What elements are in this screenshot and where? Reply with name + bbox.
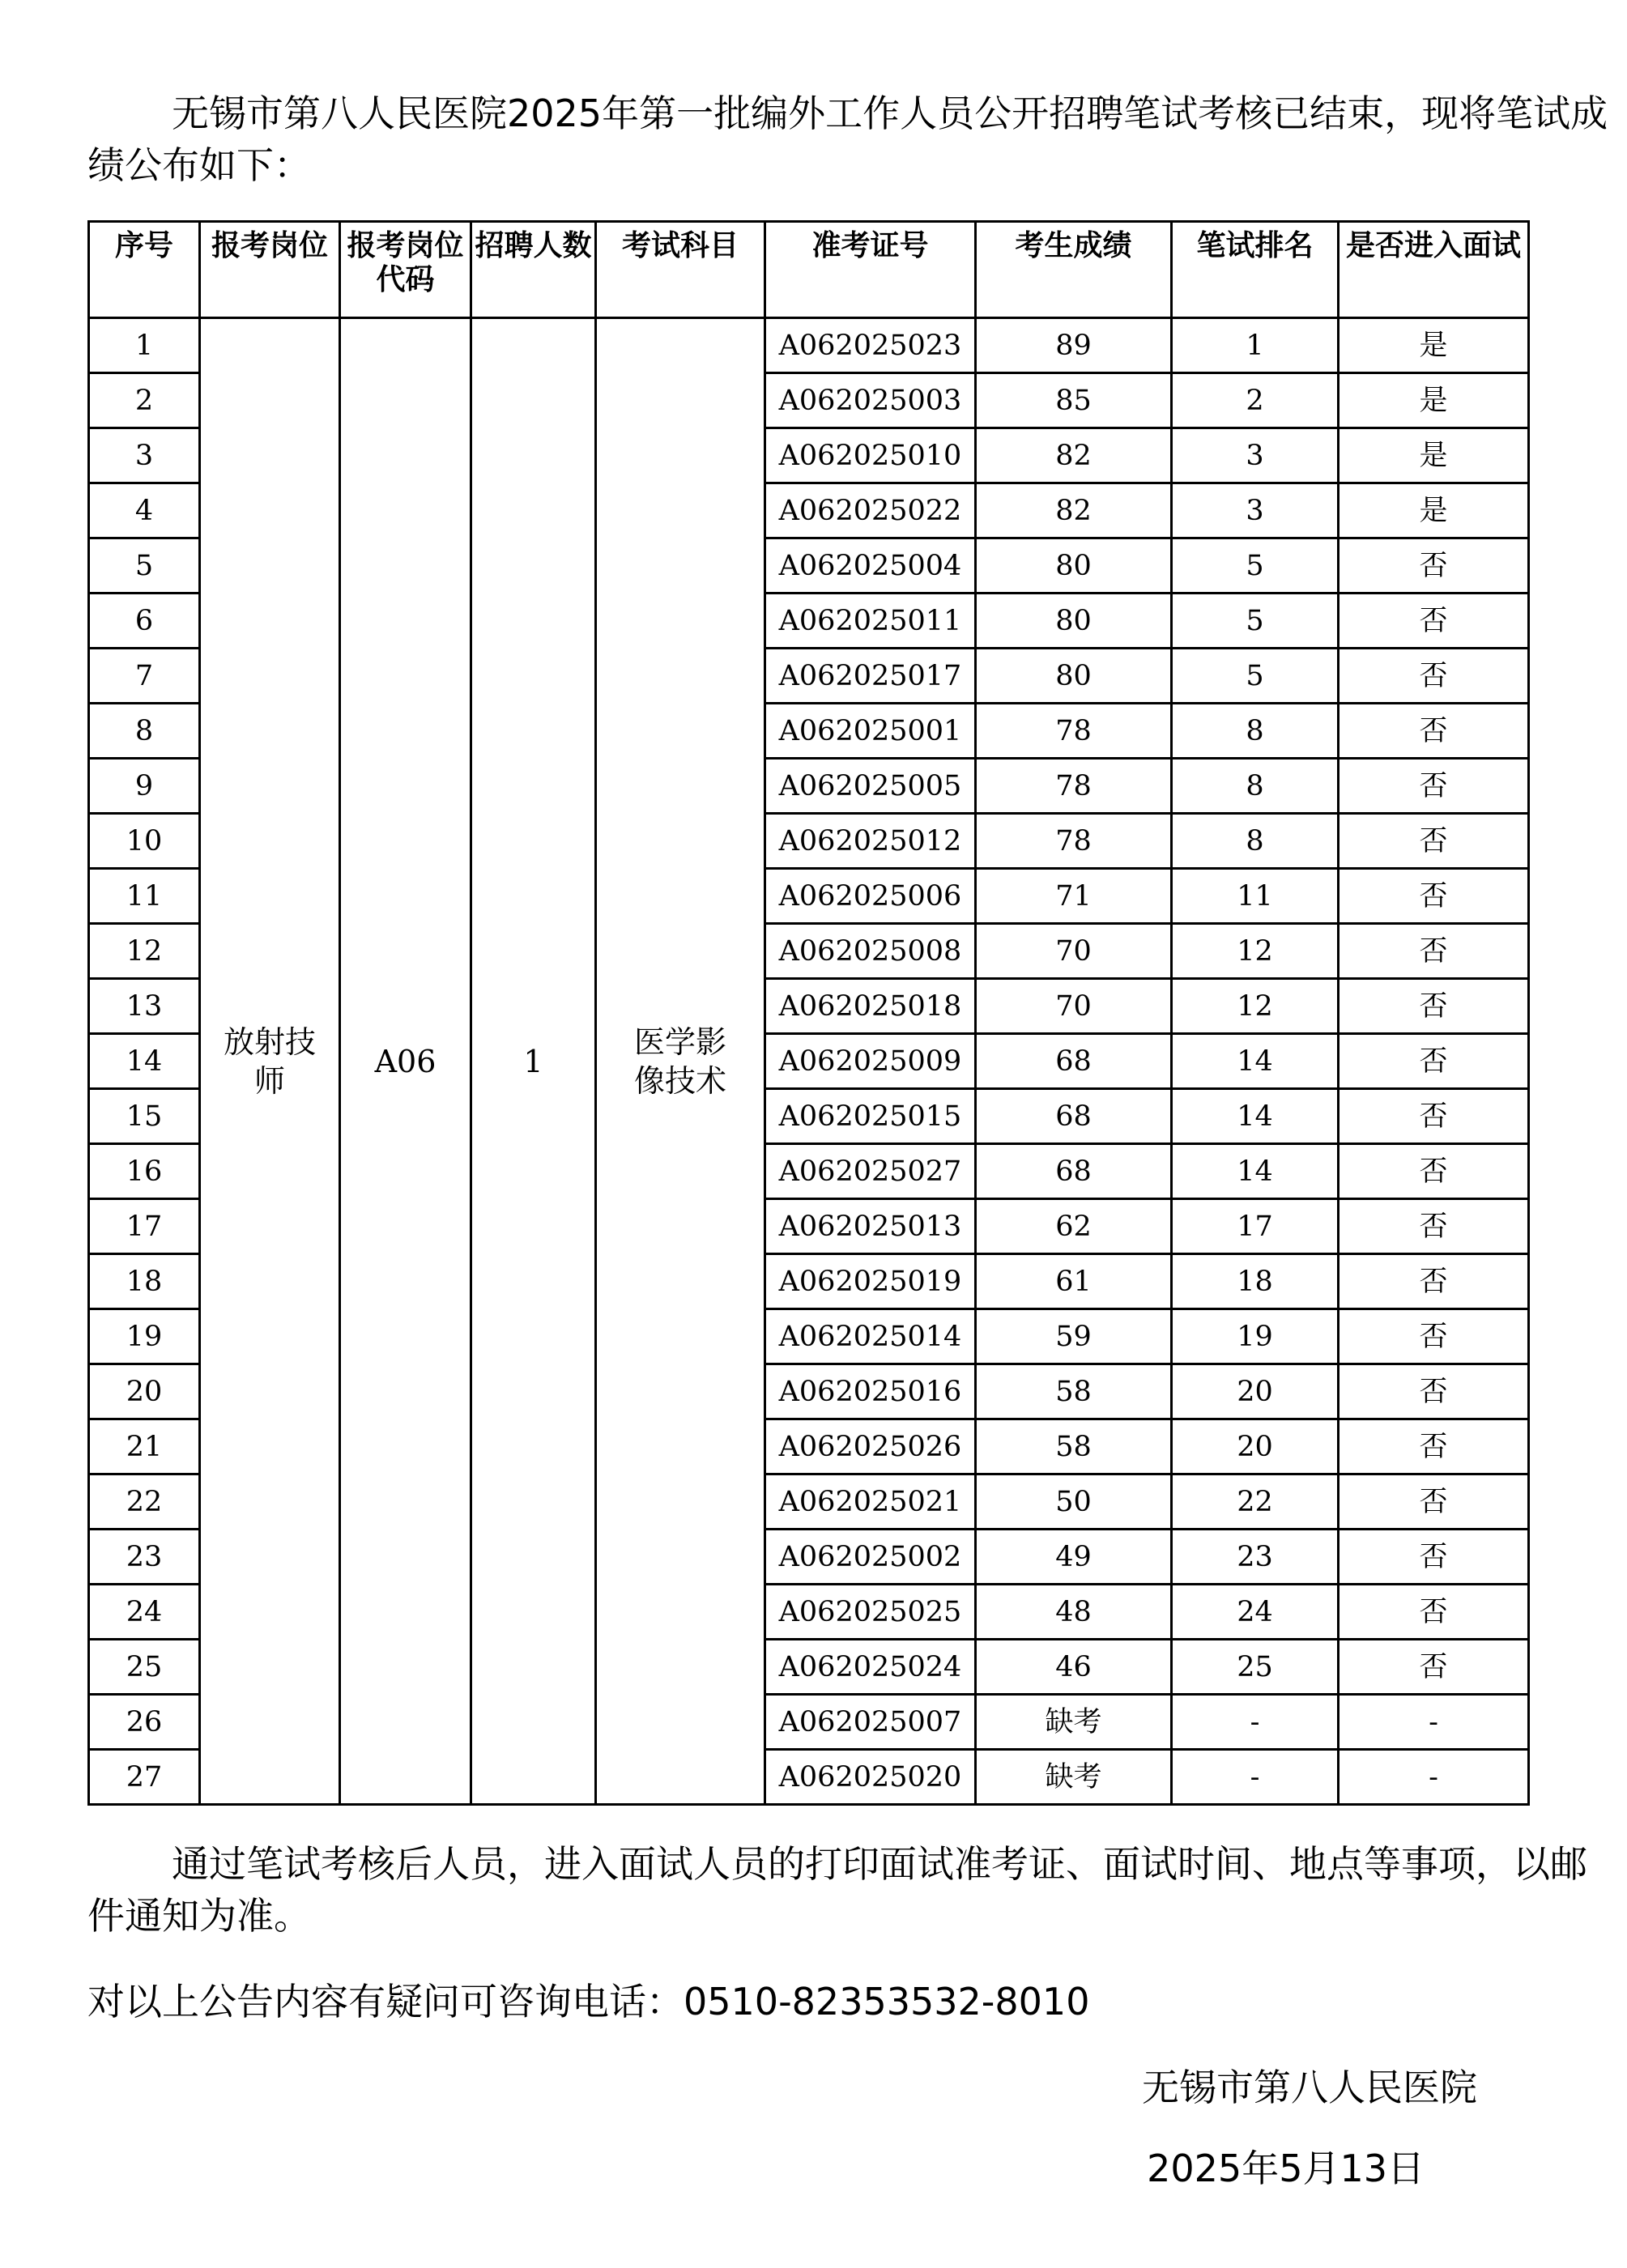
cell-rank: 22 xyxy=(1172,1474,1339,1530)
cell-interview: 是 xyxy=(1339,373,1529,428)
cell-score: 78 xyxy=(976,704,1172,759)
cell-ticket: A062025002 xyxy=(765,1530,976,1585)
cell-score: 70 xyxy=(976,924,1172,979)
cell-interview: 否 xyxy=(1339,649,1529,704)
cell-score: 48 xyxy=(976,1585,1172,1640)
cell-score: 78 xyxy=(976,814,1172,869)
cell-rank: 1 xyxy=(1172,318,1339,373)
cell-interview: 否 xyxy=(1339,869,1529,924)
cell-ticket: A062025011 xyxy=(765,594,976,649)
cell-score: 缺考 xyxy=(976,1750,1172,1805)
header-post-code: 报考岗位代码 xyxy=(340,222,471,318)
cell-rank: 5 xyxy=(1172,538,1339,594)
cell-interview: 否 xyxy=(1339,1640,1529,1695)
cell-score: 61 xyxy=(976,1254,1172,1309)
cell-seq: 14 xyxy=(89,1034,200,1089)
cell-score: 46 xyxy=(976,1640,1172,1695)
intro-paragraph: 无锡市第八人民医院2025年第一批编外工作人员公开招聘笔试考核已结束，现将笔试成绩公布如下： xyxy=(87,91,1608,187)
cell-rank: 3 xyxy=(1172,483,1339,538)
cell-ticket: A062025026 xyxy=(765,1419,976,1474)
cell-seq: 6 xyxy=(89,594,200,649)
cell-seq: 19 xyxy=(89,1309,200,1364)
cell-seq: 2 xyxy=(89,373,200,428)
cell-seq: 9 xyxy=(89,759,200,814)
cell-seq: 22 xyxy=(89,1474,200,1530)
organization-signature: 无锡市第八人民医院 xyxy=(1142,2066,1477,2109)
header-subject: 考试科目 xyxy=(596,222,765,318)
header-post: 报考岗位 xyxy=(200,222,340,318)
cell-seq: 16 xyxy=(89,1144,200,1199)
cell-seq: 18 xyxy=(89,1254,200,1309)
cell-seq: 15 xyxy=(89,1089,200,1144)
cell-seq: 5 xyxy=(89,538,200,594)
cell-seq: 8 xyxy=(89,704,200,759)
cell-ticket: A062025008 xyxy=(765,924,976,979)
cell-ticket: A062025007 xyxy=(765,1695,976,1750)
cell-interview: 否 xyxy=(1339,1530,1529,1585)
cell-score: 89 xyxy=(976,318,1172,373)
cell-interview: 否 xyxy=(1339,1034,1529,1089)
cell-score: 58 xyxy=(976,1419,1172,1474)
cell-seq: 23 xyxy=(89,1530,200,1585)
cell-ticket: A062025004 xyxy=(765,538,976,594)
cell-ticket: A062025006 xyxy=(765,869,976,924)
cell-score: 62 xyxy=(976,1199,1172,1254)
cell-ticket: A062025003 xyxy=(765,373,976,428)
cell-interview: 否 xyxy=(1339,704,1529,759)
cell-interview: 否 xyxy=(1339,979,1529,1034)
contact-line: 对以上公告内容有疑问可咨询电话：0510-82353532-8010 xyxy=(87,1980,1090,2023)
cell-interview: 否 xyxy=(1339,538,1529,594)
cell-ticket: A062025012 xyxy=(765,814,976,869)
cell-interview: 否 xyxy=(1339,594,1529,649)
header-rank: 笔试排名 xyxy=(1172,222,1339,318)
cell-rank: 11 xyxy=(1172,869,1339,924)
cell-rank: 5 xyxy=(1172,594,1339,649)
cell-score: 80 xyxy=(976,594,1172,649)
cell-rank: 19 xyxy=(1172,1309,1339,1364)
cell-interview: 否 xyxy=(1339,1364,1529,1419)
cell-interview: 否 xyxy=(1339,1144,1529,1199)
cell-post: 放射技师 xyxy=(200,318,340,1805)
cell-interview: 否 xyxy=(1339,1474,1529,1530)
outro-paragraph: 通过笔试考核后人员，进入面试人员的打印面试准考证、面试时间、地点等事项，以邮件通知为准。 xyxy=(87,1842,1587,1938)
cell-rank: 2 xyxy=(1172,373,1339,428)
cell-score: 68 xyxy=(976,1144,1172,1199)
cell-seq: 17 xyxy=(89,1199,200,1254)
cell-ticket: A062025017 xyxy=(765,649,976,704)
cell-interview: 是 xyxy=(1339,483,1529,538)
cell-score: 82 xyxy=(976,428,1172,483)
cell-ticket: A062025024 xyxy=(765,1640,976,1695)
cell-rank: 8 xyxy=(1172,704,1339,759)
cell-rank: 17 xyxy=(1172,1199,1339,1254)
cell-rank: 14 xyxy=(1172,1144,1339,1199)
cell-rank: 14 xyxy=(1172,1089,1339,1144)
scores-table xyxy=(87,220,1530,1806)
cell-ticket: A062025018 xyxy=(765,979,976,1034)
header-score: 考生成绩 xyxy=(976,222,1172,318)
table-header-row xyxy=(89,222,1529,318)
table-row xyxy=(89,318,1529,373)
cell-interview: 否 xyxy=(1339,759,1529,814)
cell-rank: - xyxy=(1172,1750,1339,1805)
cell-rank: 14 xyxy=(1172,1034,1339,1089)
cell-interview: 否 xyxy=(1339,1199,1529,1254)
cell-seq: 3 xyxy=(89,428,200,483)
cell-interview: 否 xyxy=(1339,1254,1529,1309)
cell-rank: 25 xyxy=(1172,1640,1339,1695)
cell-rank: 5 xyxy=(1172,649,1339,704)
cell-score: 70 xyxy=(976,979,1172,1034)
cell-seq: 10 xyxy=(89,814,200,869)
cell-score: 缺考 xyxy=(976,1695,1172,1750)
cell-interview: 否 xyxy=(1339,1089,1529,1144)
cell-seq: 25 xyxy=(89,1640,200,1695)
cell-interview: 否 xyxy=(1339,1585,1529,1640)
cell-score: 78 xyxy=(976,759,1172,814)
cell-ticket: A062025027 xyxy=(765,1144,976,1199)
cell-rank: 8 xyxy=(1172,759,1339,814)
cell-seq: 26 xyxy=(89,1695,200,1750)
header-ticket: 准考证号 xyxy=(765,222,976,318)
cell-ticket: A062025013 xyxy=(765,1199,976,1254)
cell-interview: - xyxy=(1339,1695,1529,1750)
cell-seq: 27 xyxy=(89,1750,200,1805)
cell-ticket: A062025009 xyxy=(765,1034,976,1089)
cell-seq: 11 xyxy=(89,869,200,924)
cell-seq: 24 xyxy=(89,1585,200,1640)
cell-score: 80 xyxy=(976,649,1172,704)
cell-score: 58 xyxy=(976,1364,1172,1419)
cell-seq: 1 xyxy=(89,318,200,373)
cell-seq: 12 xyxy=(89,924,200,979)
cell-score: 68 xyxy=(976,1034,1172,1089)
cell-post-code: A06 xyxy=(340,318,471,1805)
cell-ticket: A062025023 xyxy=(765,318,976,373)
cell-ticket: A062025014 xyxy=(765,1309,976,1364)
cell-score: 50 xyxy=(976,1474,1172,1530)
cell-ticket: A062025019 xyxy=(765,1254,976,1309)
cell-interview: 是 xyxy=(1339,428,1529,483)
cell-seq: 21 xyxy=(89,1419,200,1474)
cell-ticket: A062025016 xyxy=(765,1364,976,1419)
cell-ticket: A062025001 xyxy=(765,704,976,759)
cell-rank: 24 xyxy=(1172,1585,1339,1640)
cell-seq: 20 xyxy=(89,1364,200,1419)
cell-rank: 12 xyxy=(1172,979,1339,1034)
cell-rank: 18 xyxy=(1172,1254,1339,1309)
cell-interview: 否 xyxy=(1339,1309,1529,1364)
cell-interview: 否 xyxy=(1339,924,1529,979)
cell-rank: 12 xyxy=(1172,924,1339,979)
cell-rank: - xyxy=(1172,1695,1339,1750)
cell-score: 59 xyxy=(976,1309,1172,1364)
cell-rank: 23 xyxy=(1172,1530,1339,1585)
cell-ticket: A062025022 xyxy=(765,483,976,538)
cell-ticket: A062025025 xyxy=(765,1585,976,1640)
cell-score: 49 xyxy=(976,1530,1172,1585)
cell-ticket: A062025021 xyxy=(765,1474,976,1530)
cell-interview: 否 xyxy=(1339,814,1529,869)
cell-seq: 7 xyxy=(89,649,200,704)
cell-quota: 1 xyxy=(471,318,596,1805)
cell-rank: 20 xyxy=(1172,1364,1339,1419)
cell-ticket: A062025020 xyxy=(765,1750,976,1805)
cell-interview: - xyxy=(1339,1750,1529,1805)
cell-score: 68 xyxy=(976,1089,1172,1144)
cell-subject: 医学影像技术 xyxy=(596,318,765,1805)
cell-ticket: A062025005 xyxy=(765,759,976,814)
cell-score: 71 xyxy=(976,869,1172,924)
announcement-date: 2025年5月13日 xyxy=(1147,2147,1425,2190)
cell-ticket: A062025015 xyxy=(765,1089,976,1144)
header-interview: 是否进入面试 xyxy=(1339,222,1529,318)
cell-seq: 13 xyxy=(89,979,200,1034)
cell-interview: 是 xyxy=(1339,318,1529,373)
cell-score: 80 xyxy=(976,538,1172,594)
cell-rank: 20 xyxy=(1172,1419,1339,1474)
cell-ticket: A062025010 xyxy=(765,428,976,483)
cell-interview: 否 xyxy=(1339,1419,1529,1474)
header-seq: 序号 xyxy=(89,222,200,318)
cell-rank: 3 xyxy=(1172,428,1339,483)
cell-score: 85 xyxy=(976,373,1172,428)
cell-rank: 8 xyxy=(1172,814,1339,869)
cell-seq: 4 xyxy=(89,483,200,538)
cell-score: 82 xyxy=(976,483,1172,538)
header-quota: 招聘人数 xyxy=(471,222,596,318)
